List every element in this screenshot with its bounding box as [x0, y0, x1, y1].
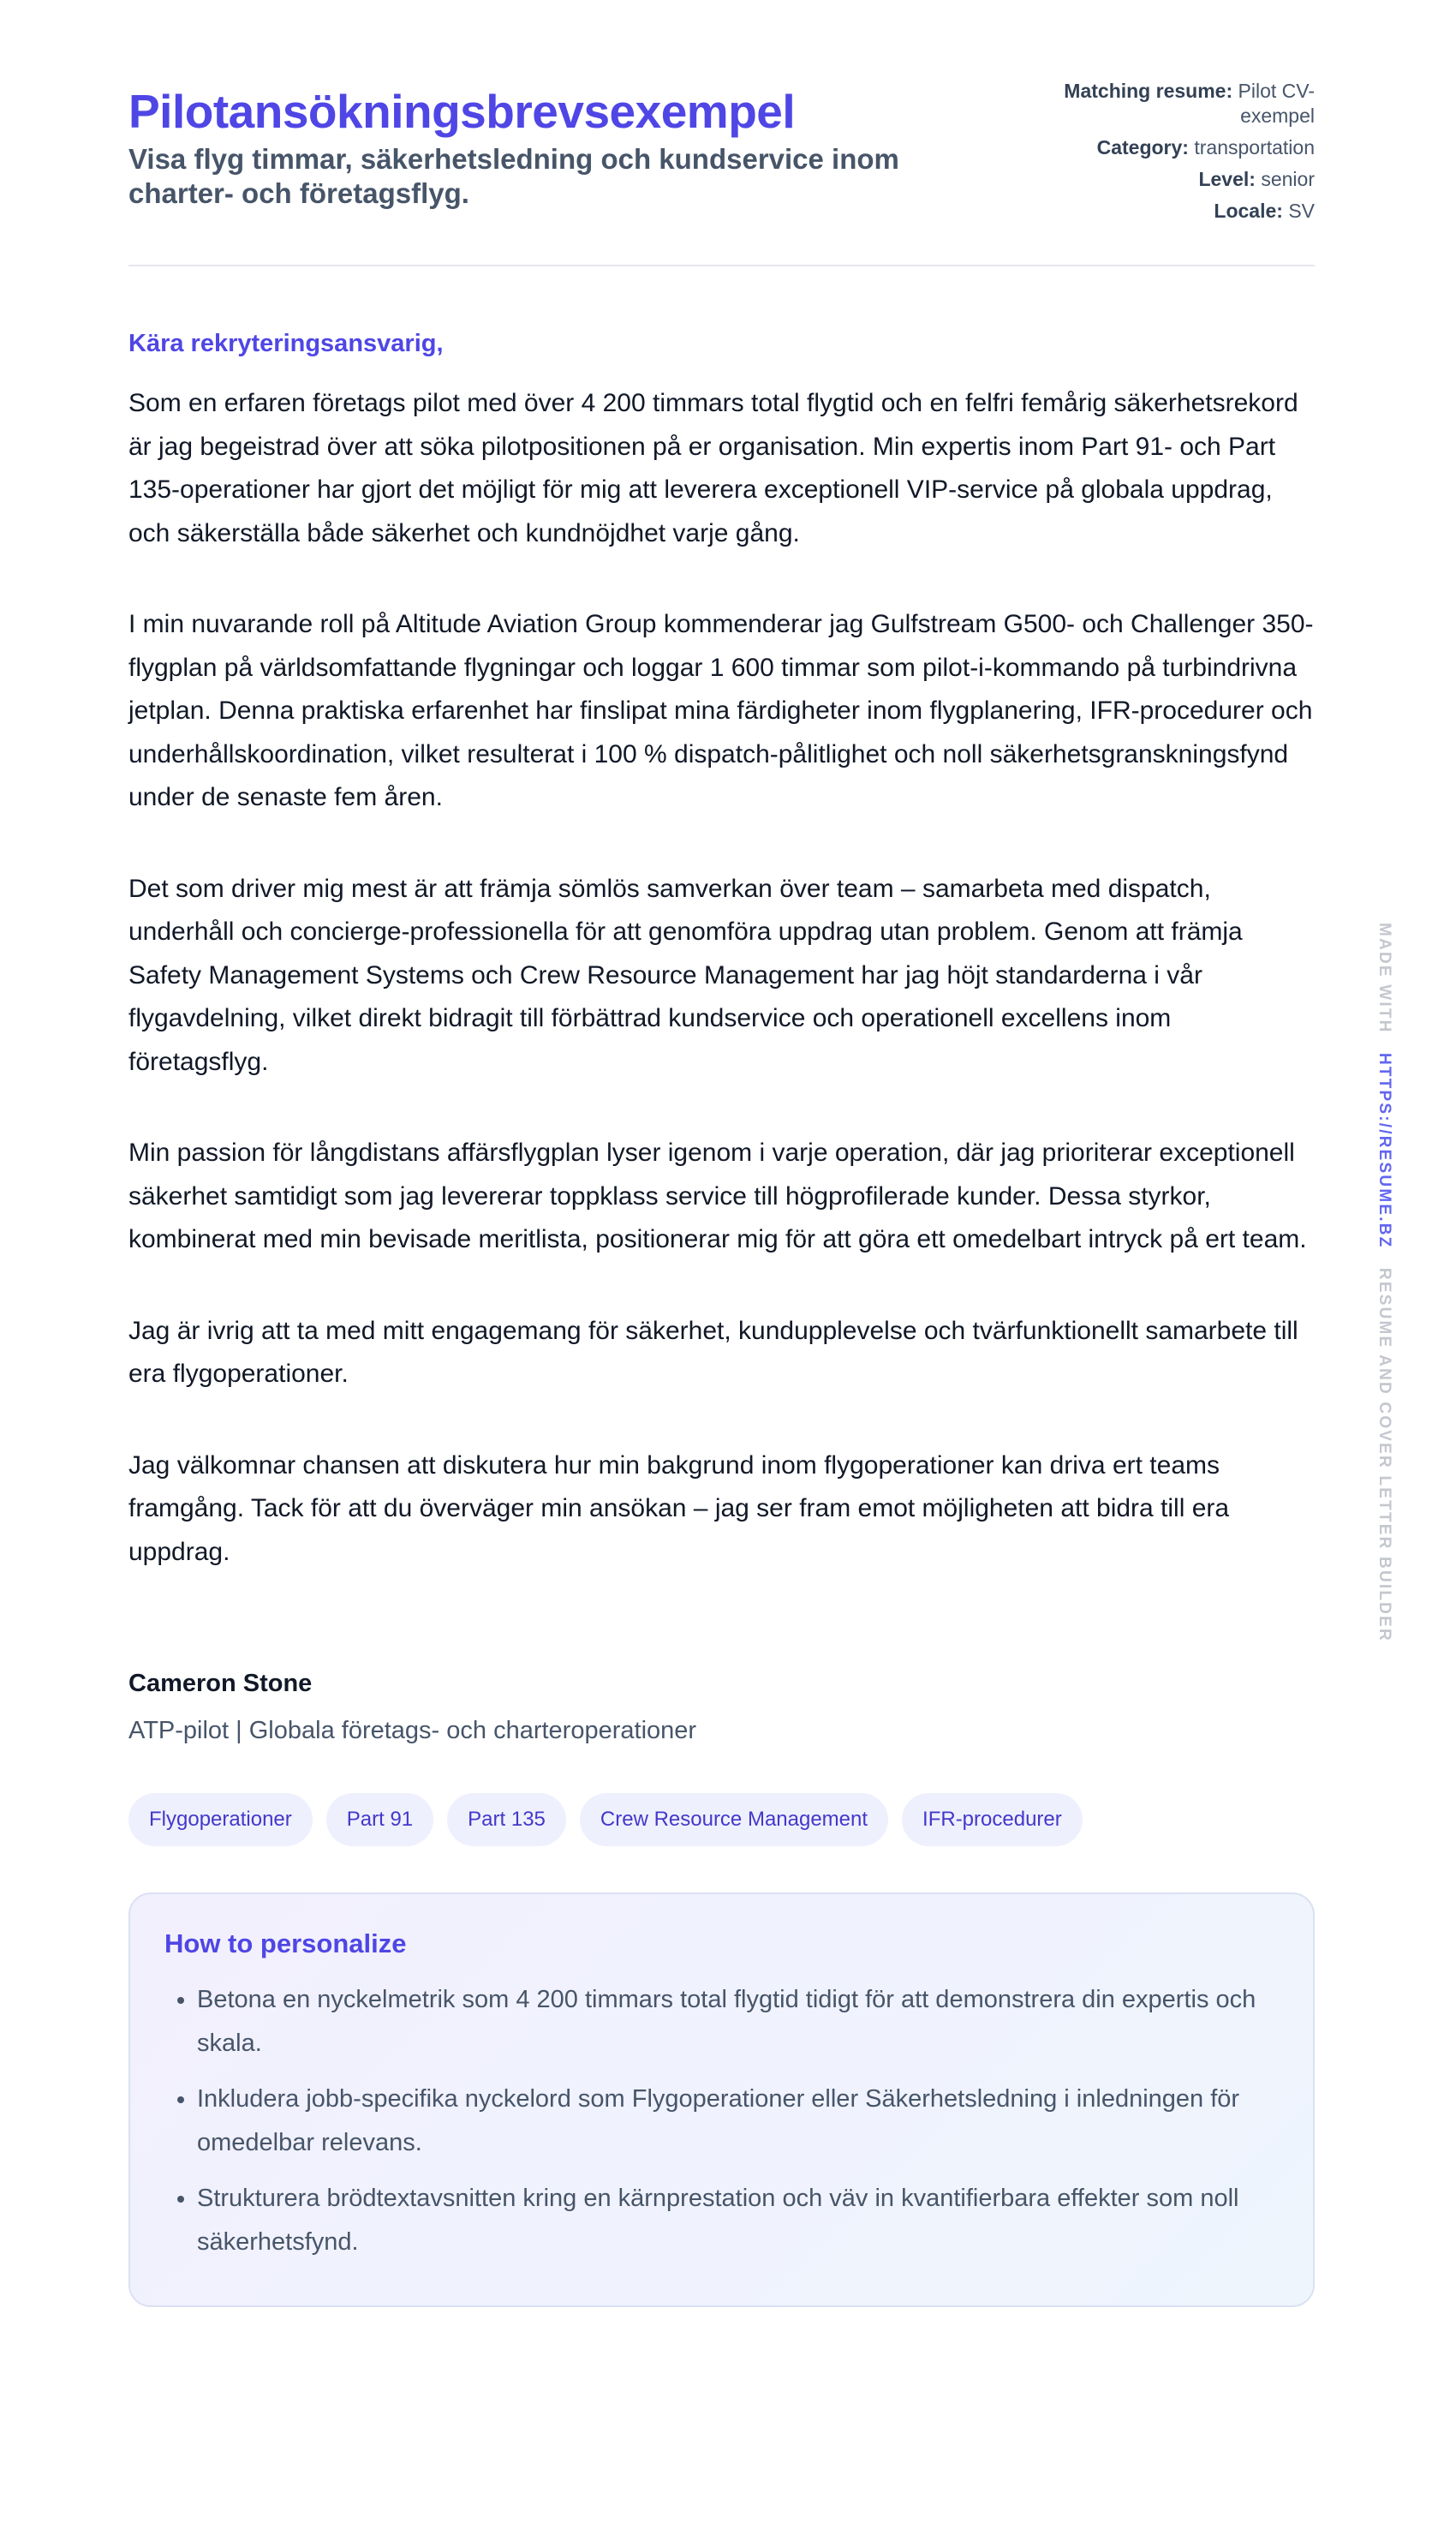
keyword-tags: [128, 1793, 1315, 1846]
meta-info: [1032, 79, 1315, 230]
tag: Crew Resource Management: [580, 1793, 888, 1846]
meta-level: Level: senior: [1198, 168, 1315, 190]
watermark-vertical: MADE WITH HTTPS://RESUME.BZ RESUME AND COVER LETTER BUILDER: [1375, 923, 1393, 1642]
signature-name: Cameron Stone: [128, 1670, 313, 1697]
meta-category: Category: transportation: [1096, 136, 1315, 158]
letter-greeting: Kära rekryteringsansvarig,: [128, 330, 444, 357]
tag: Part 135: [447, 1793, 566, 1846]
tip-item: • Betona en nyckelmetrik som 4 200 timmars total flygtid tidigt för att demonstrera din expertis och skala.: [197, 1978, 1279, 2066]
meta-locale: Locale: SV: [1214, 200, 1315, 222]
letter-paragraph: Jag är ivrig att ta med mitt engagemang för säkerhet, kundupplevelse och tvärfunktionellt samarbete till era flygoperationer.: [128, 1316, 1298, 1388]
page-subtitle: Visa flyg timmar, säkerhetsledning och kundservice inom charter- och företagsflyg.: [128, 143, 899, 209]
tips-list: [164, 1978, 1279, 2264]
tag: Flygoperationer: [128, 1793, 313, 1846]
letter-paragraph: Min passion för långdistans affärsflygplan lyser igenom i varje operation, där jag prioriterar exceptionell säkerhet samtidigt som jag levererar toppklass service till högprofilerade kunder. Dessa styrkor, kombinerat med min bevisade meritlista, positionerar mig för att göra ett omedelbart intryck på ert team.: [128, 1139, 1307, 1253]
tips-heading: How to personalize: [164, 1928, 407, 1958]
meta-matching-resume: Matching resume: Pilot CV-exempel: [1064, 80, 1315, 127]
tip-item: • Inkludera jobb-specifika nyckelord som Flygoperationer eller Säkerhetsledning i inledningen för omedelbar relevans.: [197, 2078, 1279, 2165]
letter-paragraph: Jag välkomnar chansen att diskutera hur min bakgrund inom flygoperationer kan driva ert teams framgång. Tack för att du överväger min ansökan – jag ser fram emot möjligheten att bidra till era uppdrag.: [128, 1450, 1230, 1566]
tag: IFR-procedurer: [902, 1793, 1083, 1846]
letter-paragraph: Det som driver mig mest är att främja sömlös samverkan över team – samarbeta med dispatch, underhåll och concierge-professionella för att genomföra uppdrag utan problem. Genom att främja Safety Management Systems och Crew Resource Management har jag höjt standarderna i vår flygavdelning, vilket direkt bidragit till förbättrad kundservice och operationell excellens inom företagsflyg.: [128, 874, 1243, 1076]
resume-bz-link[interactable]: HTTPS://RESUME.BZ: [1375, 1053, 1393, 1249]
personalize-tips-box: [128, 1892, 1315, 2307]
page-header: [128, 0, 1315, 266]
signature-title: ATP-pilot | Globala företags- och charteroperationer: [128, 1717, 697, 1744]
cover-letter-page: [128, 0, 1315, 2307]
tag: Part 91: [326, 1793, 433, 1846]
letter-body: [128, 382, 1315, 1574]
tip-item: • Strukturera brödtextavsnitten kring en kärnprestation och väv in kvantifierbara effekter som noll säkerhetsfynd.: [197, 2177, 1279, 2264]
letter-paragraph: I min nuvarande roll på Altitude Aviation Group kommenderar jag Gulfstream G500- och Challenger 350-flygplan på världsomfattande flygningar och loggar 1 600 timmar som pilot-i-kommando på turbindrivna jetplan. Denna praktiska erfarenhet har finslipat mina färdigheter inom flygplanering, IFR-procedurer och underhållskoordination, vilket resulterat i 100 % dispatch-pålitlighet och noll säkerhetsgranskningsfynd under de senaste fem åren.: [128, 610, 1314, 811]
letter-paragraph: Som en erfaren företags pilot med över 4 200 timmars total flygtid och en felfri femårig säkerhetsrekord är jag begeistrad över att söka pilotpositionen på er organisation. Min expertis inom Part 91- och Part 135-operationer har gjort det möjligt för mig att leverera exceptionell VIP-service på globala uppdrag, och säkerställa både säkerhet och kundnöjdhet varje gång.: [128, 389, 1298, 547]
page-title: Pilotansökningsbrevsexempel: [128, 85, 796, 138]
